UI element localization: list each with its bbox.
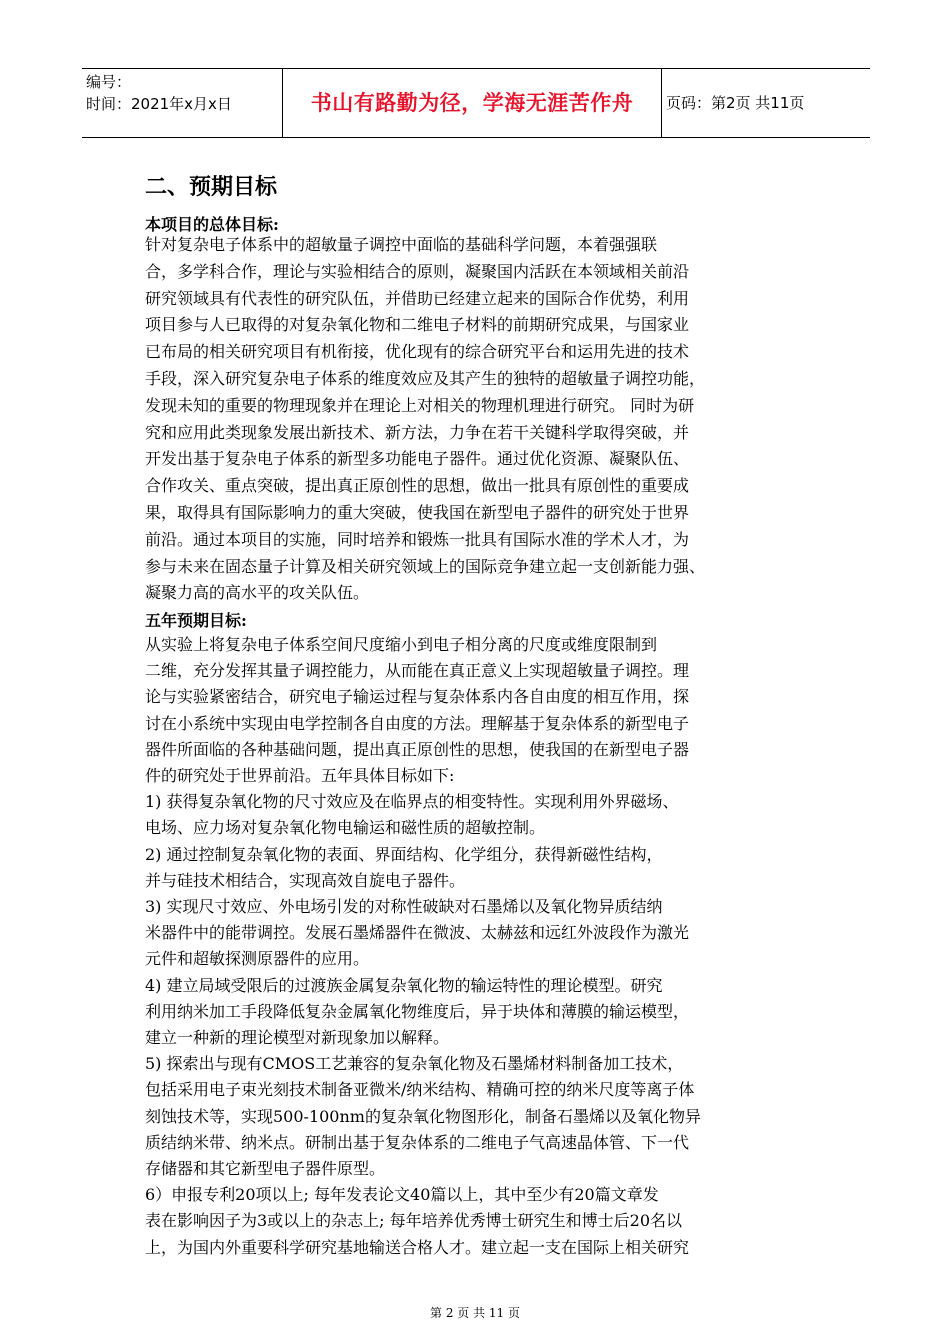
overall-goal-heading: 本项目的总体目标: [145, 215, 279, 234]
text-line: 质结纳米带、纳米点。研制出基于复杂体系的二维电子气高速晶体管、下一代 [145, 1132, 690, 1152]
header-meta [86, 71, 276, 115]
text-line: 4) 建立局域受限后的过渡族金属复杂氧化物的输运特性的理论模型。研究 [145, 975, 663, 995]
document-number-label: 编号： [86, 73, 132, 91]
text-line: 包括采用电子束光刻技术制备亚微米/纳米结构、精确可控的纳米尺度等离子体 [145, 1080, 695, 1100]
section-title: 二、预期目标 [145, 175, 278, 200]
text-line: 发现未知的重要的物理现象并在理论上对相关的物理机理进行研究。 同时为研 [145, 395, 695, 415]
text-line: 果，取得具有国际影响力的重大突破，使我国在新型电子器件的研究处于世界 [145, 503, 690, 522]
text-line: 合作攻关、重点突破，提出真正原创性的思想，做出一批具有原创性的重要成 [145, 476, 690, 496]
text-line: 刻蚀技术等，实现500-100nm的复杂氧化物图形化，制备石墨烯以及氧化物异 [145, 1106, 701, 1126]
text-line: 论与实验紧密结合，研究电子输运过程与复杂体系内各自由度的相互作用，探 [145, 687, 690, 707]
text-line: 上，为国内外重要科学研究基地输送合格人才。建立起一支在国际上相关研究 [145, 1237, 690, 1257]
text-line: 米器件中的能带调控。发展石墨烯器件在微波、太赫兹和远红外波段作为激光 [145, 923, 690, 943]
text-line: 合，多学科合作，理论与实验相结合的原则，凝聚国内活跃在本领域相关前沿 [145, 261, 690, 281]
text-line: 器件所面临的各种基础问题，提出真正原创性的思想，使我国的在新型电子器 [145, 739, 690, 759]
page-footer: 第 2 页 共 11 页 [430, 1306, 520, 1320]
text-line: 利用纳米加工手段降低复杂金属氧化物维度后，异于块体和薄膜的输运模型， [145, 1001, 690, 1021]
document-time-label: 时间：2021年x月x日 [86, 95, 232, 113]
text-line: 参与未来在固态量子计算及相关研究领域上的国际竞争建立起一支创新能力强、 [145, 556, 706, 576]
text-line: 从实验上将复杂电子体系空间尺度缩小到电子相分离的尺度或维度限制到 [145, 635, 658, 654]
text-line: 凝聚力高的高水平的攻关队伍。 [145, 583, 370, 603]
text-line: 研究领域具有代表性的研究队伍，并借助已经建立起来的国际合作优势，利用 [145, 288, 690, 308]
text-line: 件的研究处于世界前沿。五年具体目标如下: [145, 766, 455, 785]
text-line: 1) 获得复杂氧化物的尺寸效应及在临界点的相变特性。实现利用外界磁场、 [145, 792, 679, 812]
text-line: 并与硅技术相结合，实现高效自旋电子器件。 [145, 870, 466, 890]
text-line: 项目参与人已取得的对复杂氧化物和二维电子材料的前期研究成果，与国家业 [145, 315, 690, 335]
text-line: 究和应用此类现象发展出新技术、新方法，力争在若干关键科学取得突破，并 [145, 422, 690, 442]
text-line: 3) 实现尺寸效应、外电场引发的对称性破缺对石墨烯以及氧化物异质结纳 [145, 897, 663, 916]
text-line: 电场、应力场对复杂氧化物电输运和磁性质的超敏控制。 [145, 818, 546, 838]
text-line: 手段，深入研究复杂电子体系的维度效应及其产生的独特的超敏量子调控功能， [145, 369, 706, 388]
text-line: 5) 探索出与现有CMOS工艺兼容的复杂氧化物及石墨烯材料制备加工技术， [145, 1054, 684, 1074]
text-line: 表在影响因子为3或以上的杂志上; 每年培养优秀博士研究生和博士后20名以 [145, 1211, 683, 1231]
text-line: 建立一种新的理论模型对新现象加以解释。 [145, 1028, 450, 1047]
text-line: 元件和超敏探测原器件的应用。 [145, 949, 370, 969]
five-year-goal-heading: 五年预期目标: [145, 611, 247, 630]
text-line: 2) 通过控制复杂氧化物的表面、界面结构、化学组分，获得新磁性结构， [145, 844, 663, 864]
header-motto: 书山有路勤为径，学海无涯苦作舟 [310, 91, 634, 115]
text-line: 二维，充分发挥其量子调控能力，从而能在真正意义上实现超敏量子调控。理 [145, 661, 690, 681]
text-line: 6）申报专利20项以上; 每年发表论文40篇以上，其中至少有20篇文章发 [145, 1185, 659, 1205]
text-line: 开发出基于复杂电子体系的新型多功能电子器件。通过优化资源、凝聚队伍、 [145, 449, 690, 469]
text-line: 讨在小系统中实现由电学控制各自由度的方法。理解基于复杂体系的新型电子 [145, 713, 690, 733]
page-header [82, 68, 870, 138]
text-line: 存储器和其它新型电子器件原型。 [145, 1159, 386, 1178]
text-line: 已布局的相关研究项目有机衔接，优化现有的综合研究平台和运用先进的技术 [145, 342, 690, 362]
header-page-info: 页码：第2页 共11页 [666, 94, 805, 112]
text-line: 针对复杂电子体系中的超敏量子调控中面临的基础科学问题，本着强强联 [145, 235, 658, 254]
header-divider [661, 69, 662, 137]
text-line: 前沿。通过本项目的实施，同时培养和锻炼一批具有国际水准的学术人才，为 [145, 529, 690, 549]
